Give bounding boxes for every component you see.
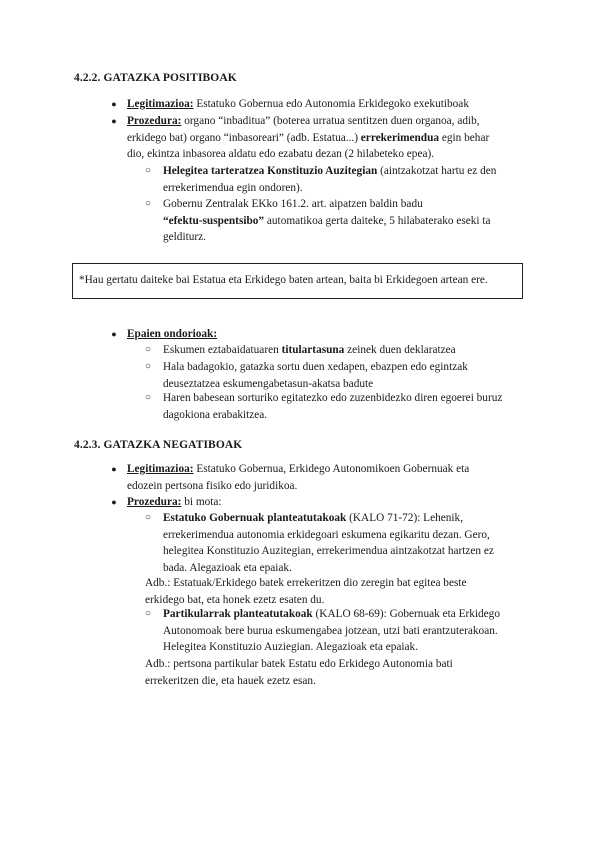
prozedura-label: Prozedura: [127,115,182,127]
legitimazioa-text: edozein pertsona fisiko edo juridikoa. [127,479,298,492]
prozedura-bold: errekerimendua [360,131,440,144]
sub-item-text: Autonomoak bere burua eskumengabea jotzean, utzi bati erantzuterakoan. [163,624,498,637]
example-text: errekeritzen die, eta hauek ezetz esan. [145,674,316,687]
sub-item-partikularrak [163,606,526,656]
sub-item-text: Eskumen eztabaidatuaren [163,344,282,356]
ondorioak-sub-1 [163,342,526,359]
sub-item-text: (aintzakotzat hartu ez den [377,165,497,177]
example-text: Adb.: Estatuak/Erkidego batek errekeritzen dio zeregin bat egitea beste [145,577,467,589]
legitimazioa-item-2 [127,461,527,494]
sub-item-bold: Partikularrak planteatutakoak [163,608,313,620]
prozedura-label: Prozedura: [127,496,182,508]
sub-item-bold: Helegitea tarteratzea Konstituzio Auzitegian [163,165,378,177]
prozedura-text: erkidego bat) organo “inbasoreari” (adb. Estatua...) [127,131,361,144]
example-text: erkidego bat, eta honek ezetz esaten du. [145,593,325,606]
sub-item-text: gelditurz. [163,231,206,244]
section-heading-positive: 4.2.2. GATAZKA POSITIBOAK [74,72,237,84]
circle-bullet-icon: ○ [144,392,152,403]
sub-item-estatuko [163,510,526,576]
sub-item-bold: Estatuko Gobernuak planteatutakoak [163,512,347,524]
legitimazioa-text: Estatuko Gobernua edo Autonomia Erkidegoko exekutiboak [193,98,469,110]
bullet-icon: ● [111,99,117,109]
legitimazioa-text: Estatuko Gobernua, Erkidego Autonomikoen Gobernuak eta [193,463,470,475]
note-box [72,263,523,299]
prozedura-text: bi mota: [181,496,222,508]
legitimazioa-label: Legitimazioa: [127,463,194,475]
circle-bullet-icon: ○ [144,512,152,523]
bullet-icon: ● [111,464,117,474]
prozedura-item-2 [127,494,527,511]
bullet-icon: ● [111,497,117,507]
sub-item-text: Hala badagokio, gatazka sortu duen xedapen, ebazpen edo egintzak [163,361,468,373]
sub-item-text: Gobernu Zentralak EKko 161.2. art. aipatzen baldin badu [163,198,423,210]
prozedura-text: egin behar [439,131,490,144]
legitimazioa-label: Legitimazioa: [127,98,194,110]
sub-item-text: errekerimendua egin ondoren). [163,181,303,194]
sub-item-text: helegitea Konstituzio Auzitegian, errekerimendua aintzakotzat hartzen ez [163,545,494,558]
example-1 [145,575,525,608]
ondorioak-label: Epaien ondorioak: [127,328,218,340]
legitimazioa-item [127,96,527,113]
sub-item-text: (KALO 71-72): Lehenik, [346,512,464,524]
circle-bullet-icon: ○ [144,198,152,209]
section-heading-negative: 4.2.3. GATAZKA NEGATIBOAK [74,439,243,451]
ondorioak-sub-2 [163,359,526,392]
bullet-icon: ● [111,329,117,339]
sub-item-text: dagokiona erabakitzea. [163,408,268,421]
sub-item-text: deuseztatzea eskumengabetasun-akatsa badute [163,377,374,390]
ondorioak-item [127,326,527,343]
prozedura-text: organo “inbaditua” (boterea urratua sentitzen duen organoa, adib, [181,115,480,127]
circle-bullet-icon: ○ [144,361,152,372]
sub-item-text: automatikoa gerta daiteke, 5 hilabaterako eseki ta [264,214,491,227]
ondorioak-sub-3 [163,390,526,423]
prozedura-text: dio, ekintza inbasorea aldatu edo ezabatu dezan (2 hilabeteko epea). [127,148,435,161]
sub-item-text: (KALO 68-69): Gobernuak eta Erkidego [312,608,500,620]
circle-bullet-icon: ○ [144,608,152,619]
sub-item-text: zeinek duen deklaratzea [344,344,456,356]
example-2 [145,656,525,689]
circle-bullet-icon: ○ [144,344,152,355]
sub-item-helegitea [163,163,526,196]
sub-item-bold: “efektu-suspentsibo” [163,214,265,227]
sub-item-text: bada. Alegazioak eta epaiak. [163,561,292,574]
prozedura-item [127,113,527,163]
bullet-icon: ● [111,116,117,126]
sub-item-bold: titulartasuna [281,344,345,356]
sub-item-text: Haren babesean sorturiko egitatezko edo zuzenbidezko diren egoerei buruz [163,392,503,404]
sub-item-text: errekerimendua autonomia erkidegoari eskumena egikaritu dezan. Gero, [163,528,490,541]
note-text: *Hau gertatu daiteke bai Estatua eta Erkidego baten artean, baita bi Erkidegoen artean ere. [79,274,488,286]
circle-bullet-icon: ○ [144,165,152,176]
sub-item-text: Helegitea Konstituzio Auziegian. Alegazioak eta epaiak. [163,641,419,654]
sub-item-gobernu [163,196,526,246]
example-text: Adb.: pertsona partikular batek Estatu edo Erkidego Autonomia bati [145,658,453,670]
